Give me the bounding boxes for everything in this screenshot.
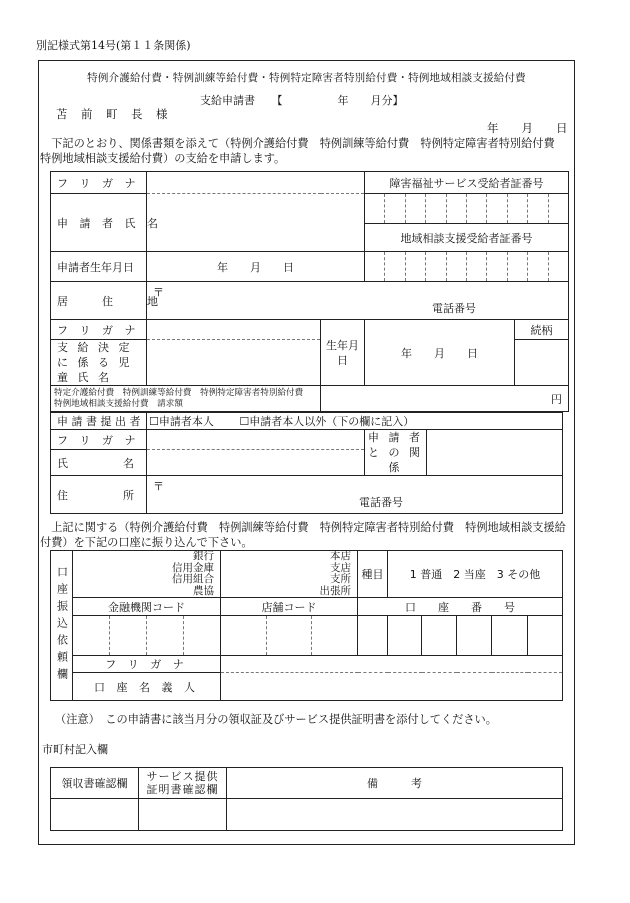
form-number: 別記様式第14号(第１１条関係): [36, 39, 191, 52]
branch-code-field[interactable]: [221, 616, 358, 656]
account-holder-field[interactable]: [221, 673, 563, 701]
bank-code-field[interactable]: [73, 616, 221, 656]
municipal-table: [50, 767, 563, 831]
submitter-label: 申 請 書 提 出 者: [51, 413, 147, 430]
account-holder-label: 口 座 名 義 人: [73, 673, 221, 701]
transfer-text: 上記に関する（特例介護給付費 特例訓練等給付費 特例特定障害者特別給付費 特例地域相談支援給付費）を下記の口座に振り込んで下さい。: [40, 521, 566, 549]
service-check-label: サービス提供 証明書確認欄: [139, 768, 227, 799]
acct-digit-6[interactable]: [528, 616, 563, 656]
addressee: 苫 前 町 長 様: [56, 107, 169, 121]
notice-text: （注意） この申請書に該当月分の領収証及びサービス提供証明書を添付してください。: [55, 713, 497, 726]
bank-code-label: 金融機関コード: [73, 598, 221, 616]
branch-type-list[interactable]: 本店 支店 支所 出張所: [221, 551, 358, 598]
acct-digit-3[interactable]: [422, 616, 457, 656]
intro-text: 下記のとおり、関係書類を添えて（特例介護給付費 特例訓練等給付費 特例特定障害者特別給付費 特例地域相談支援給付費）の支給を申請します。: [40, 137, 566, 165]
acct-digit-4[interactable]: [457, 616, 492, 656]
child-furigana-field[interactable]: [147, 320, 321, 340]
acct-type-options[interactable]: 1 普通 2 当座 3 その他: [388, 551, 563, 598]
service-check-field[interactable]: [139, 799, 227, 831]
holder-furigana-label: フ リ ガ ナ: [73, 656, 221, 673]
regional-cert-label: 地域相談支援受給者証番号: [365, 224, 569, 252]
acct-digit-5[interactable]: [492, 616, 528, 656]
submitter-address-field[interactable]: [147, 476, 563, 514]
bank-side-label: 口座振込依頼欄: [51, 551, 73, 701]
submitter-postal-mark: 〒: [153, 480, 164, 493]
submitter-furigana-field[interactable]: [147, 430, 365, 450]
form-title: 特例介護給付費・特例訓練等給付費・特例特定障害者特別給付費・特例地域相談支援給付費: [87, 72, 526, 84]
applicant-phone-label: 電話番号: [432, 302, 476, 315]
child-furigana-label: フ リ ガ ナ: [51, 320, 147, 340]
service-cert-label: 障害福祉サービス受給者証番号: [365, 172, 569, 194]
branch-code-label: 店舗コード: [221, 598, 358, 616]
applicant-furigana-label: フ リ ガ ナ: [51, 172, 147, 194]
applicant-furigana-field[interactable]: [147, 172, 365, 194]
acct-type-label: 種目: [358, 551, 388, 598]
submitter-furigana-label: フ リ ガ ナ: [51, 430, 147, 450]
submitter-name-label: 氏 名: [51, 450, 147, 476]
submitter-relation-label: 申 請 者 と の 関 係: [365, 430, 427, 476]
child-birth-label: 生年月日: [321, 320, 365, 386]
form-subtitle: 支給申請書 【 年 月分】: [200, 94, 404, 107]
relation-field[interactable]: [515, 340, 569, 386]
submitter-self-checkbox[interactable]: ☐申請者本人: [149, 415, 214, 428]
submitter-relation-field[interactable]: [427, 430, 563, 476]
postal-mark: 〒: [153, 286, 164, 299]
acct-digit-2[interactable]: [388, 616, 422, 656]
holder-furigana-field[interactable]: [221, 656, 563, 673]
child-birth-field[interactable]: 年 月 日: [365, 320, 515, 386]
municipal-heading: 市町村記入欄: [42, 743, 108, 756]
claim-amount-field[interactable]: 円: [321, 386, 569, 412]
submitter-name-field[interactable]: [147, 450, 365, 476]
applicant-name-field[interactable]: [147, 194, 365, 252]
application-date[interactable]: 年 月 日: [487, 121, 568, 135]
applicant-birthdate-field[interactable]: 年 月 日: [147, 252, 365, 282]
acct-number-label: 口 座 番 号: [358, 598, 563, 616]
submitter-address-label: 住 所: [51, 476, 147, 514]
submitter-other-checkbox[interactable]: ☐申請者本人以外（下の欄に記入）: [239, 415, 415, 428]
bank-type-list[interactable]: 銀行 信用金庫 信用組合 農協: [73, 551, 221, 598]
applicant-address-field[interactable]: [147, 282, 569, 320]
receipt-check-label: 領収書確認欄: [51, 768, 139, 799]
submitter-phone-label: 電話番号: [359, 496, 403, 509]
service-cert-number-field[interactable]: [365, 194, 569, 224]
applicant-table: [50, 171, 569, 412]
child-name-label: 支 給 決 定 に 係 る 児 童 氏 名: [51, 340, 147, 386]
regional-cert-number-field[interactable]: [365, 252, 569, 282]
acct-digit-1[interactable]: [358, 616, 388, 656]
receipt-check-field[interactable]: [51, 799, 139, 831]
applicant-birthdate-label: 申請者生年月日: [51, 252, 147, 282]
applicant-name-label: 申 請 者 氏 名: [51, 194, 147, 252]
applicant-address-label: 居 住 地: [51, 282, 147, 320]
submitter-table: [50, 412, 563, 514]
remarks-field[interactable]: [227, 799, 563, 831]
claim-label: 特定介護給付費 特例訓練等給付費 特例特定障害者特別給付費 特例地域相談支援給付費 請求額: [51, 386, 321, 412]
child-name-field[interactable]: [147, 340, 321, 386]
bank-table: [50, 550, 563, 701]
relation-label: 続柄: [515, 320, 569, 340]
remarks-label: 備 考: [227, 768, 563, 799]
